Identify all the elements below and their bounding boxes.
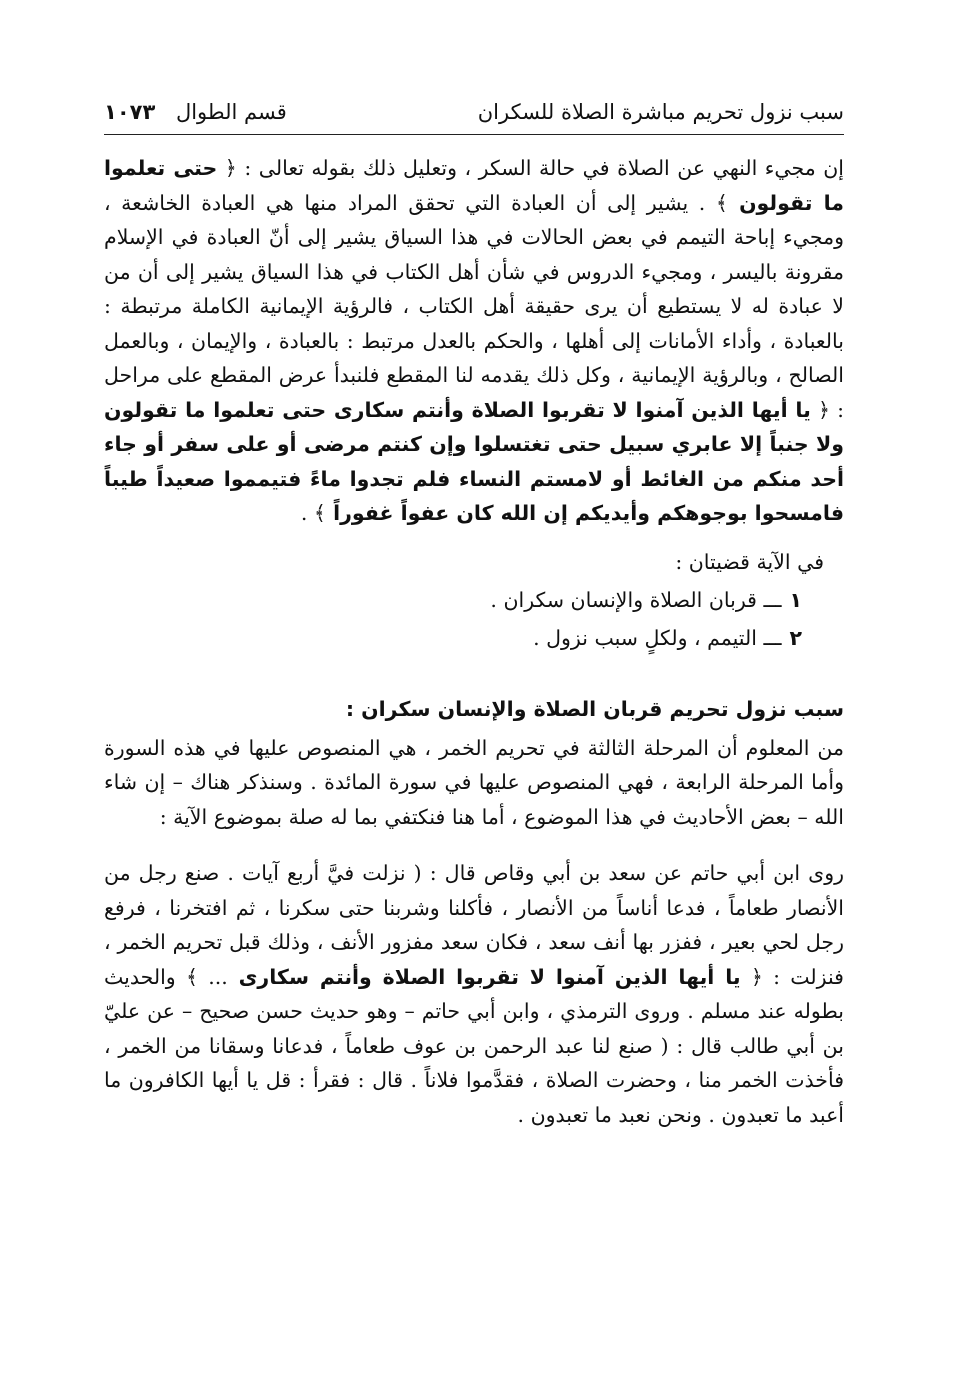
paragraph-hadith	[104, 856, 844, 1132]
ellipsis: ...	[197, 964, 228, 989]
item-number: ١	[789, 587, 802, 612]
paragraph-context: من المعلوم أن المرحلة الثالثة في تحريم الخمر ، هي المنصوص عليها في هذه السورة وأما المرحلة الرابعة ، فهي المنصوص عليها في سورة المائدة . وسنذكر هناك – إن شاء الله – بعض الأحاديث في هذا الموضوع ، أما هنا فنكتفي بما له صلة بموضوع الآية :	[104, 735, 844, 829]
quran-open-bracket: ﴿	[750, 964, 763, 989]
quran-open-bracket: ﴿	[817, 397, 830, 422]
item-dash: ـــ	[763, 587, 782, 612]
paragraph-intro	[104, 151, 844, 531]
book-page	[104, 92, 844, 1282]
quran-close-bracket: ﴾	[313, 501, 326, 525]
quran-quote: حتى تعلموا ما تقولون	[104, 156, 844, 215]
item-text: قربان الصلاة والإنسان سكران .	[490, 587, 764, 612]
page-header	[104, 92, 844, 135]
quran-verse-quote: يا أيها الذين آمنوا لا تقربوا الصلاة وأنتم سكارى	[227, 964, 741, 989]
text-run: والحديث بطوله عند مسلم . وروى الترمذي ، وابن أبي حاتم – وهو حديث حسن صحيح – عن عليّ بن أبي طالب قال : ( صنع لنا عبد الرحمن بن عوف طعاماً ، فدعانا وسقانا من الخمر ، فأخذت الخمر منا ، وحضرت الصلاة ، فقدَّموا فلاناً . قال : فقرأ : قل يا أيها الكافرون ما أعبد ما تعبدون . ونحن نعبد ما تعبدون .	[104, 964, 844, 1127]
item-text: التيمم ، ولكلٍ سبب نزول .	[533, 625, 764, 650]
text-run: . يشير إلى أن العبادة التي تحقق المراد منها هي العبادة الخاشعة ، ومجيء إباحة التيمم في بعض الحالات في هذا السياق يشير إلى أنّ العبادة في الإسلام مقرونة باليسر ، ومجيء الدروس في شأن أهل الكتاب في هذا السياق يشير إلى أن من لا عبادة له لا يستطيع أن يرى حقيقة أهل الكتاب ، فالرؤية الإيمانية الكاملة مرتبطة : بالعبادة ، وأداء الأمانات إلى أهلها ، والحكم بالعدل مرتبط : بالعبادة ، والإيمان ، وبالعمل الصالح ، وبالرؤية الإيمانية ، وكل ذلك يقدمه لنا المقطع فلنبدأ عرض المقطع على مراحل :	[104, 190, 844, 422]
page-number: ١٠٧٣	[104, 100, 156, 124]
text-run: إن مجيء النهي عن الصلاة في حالة السكر ، وتعليل ذلك بقوله تعالى :	[236, 156, 844, 180]
text-run: .	[300, 501, 308, 525]
quran-close-bracket: ﴾	[185, 964, 198, 989]
section-and-page-number	[104, 100, 287, 124]
item-dash: ـــ	[763, 625, 782, 650]
list-item	[104, 619, 824, 657]
text-run: روى ابن أبي حاتم عن سعد بن أبي وقاص قال : ( نزلت فيَّ أربع آيات . صنع رجل من الأنصار طعاماً ، فدعا أناساً من الأنصار ، فأكلنا وشربنا حتى سكرنا ، ثم افتخرنا ، فرفع رجل لحي بعير ، ففزر بها أنف سعد ، فكان سعد مفزور الأنف ، وذلك قبل تحريم الخمر ، فنزلت :	[104, 861, 844, 989]
quran-close-bracket: ﴾	[715, 190, 728, 215]
running-title: سبب نزول تحريم مباشرة الصلاة للسكران	[477, 100, 844, 124]
section-name: قسم الطوال	[175, 100, 287, 124]
issues-list	[104, 543, 844, 657]
quran-open-bracket: ﴿	[224, 156, 237, 180]
list-item	[104, 581, 824, 619]
section-heading: سبب نزول تحريم قربان الصلاة والإنسان سكران :	[345, 696, 844, 721]
issues-label: في الآية قضيتان :	[675, 549, 824, 574]
quran-verse-quote: يا أيها الذين آمنوا لا تقربوا الصلاة وأنتم سكارى حتى تعلموا ما تقولون ولا جنباً إلا عابري سبيل حتى تغتسلوا وإن كنتم مرضى أو على سفر أو جاء أحد منكم من الغائط أو لامستم النساء فلم تجدوا ماءً فتيمموا صعيداً طيباً فامسحوا بوجوهكم وأيديكم إن الله كان عفواً غفوراً	[104, 397, 844, 525]
item-number: ٢	[789, 625, 802, 650]
